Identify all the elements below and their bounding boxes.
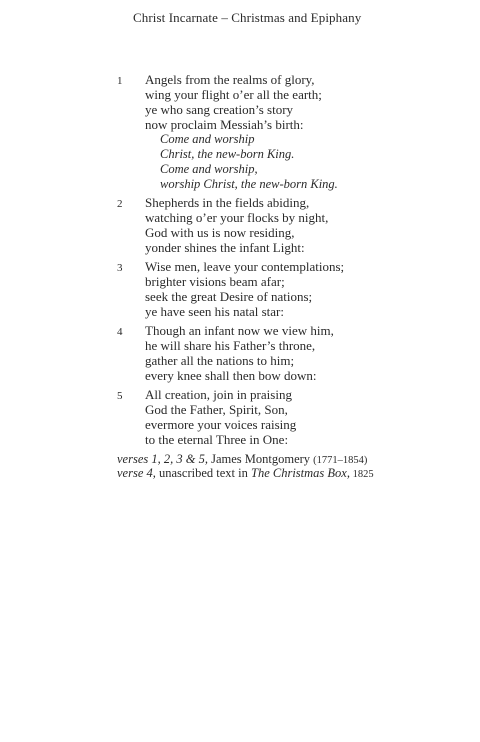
credit-year: 1825 xyxy=(349,469,374,480)
verse-line: to the eternal Three in One: xyxy=(145,432,289,447)
refrain-line: worship Christ, the new-born King. xyxy=(160,177,338,191)
refrain-line: Christ, the new-born King. xyxy=(160,147,295,161)
verse-line: God the Father, Spirit, Son, xyxy=(145,402,288,417)
credit-verses: verses 1, 2, 3 & 5, xyxy=(117,452,208,466)
verse-line: watching o’er your flocks by night, xyxy=(145,210,329,225)
verse-line: yonder shines the infant Light: xyxy=(145,240,305,255)
verse-number: 3 xyxy=(117,262,123,274)
credit-author: James Montgomery xyxy=(207,452,314,466)
verse-line: every knee shall then bow down: xyxy=(145,368,317,383)
refrain-line: Come and worship, xyxy=(160,162,258,176)
credit-line-1 xyxy=(117,452,367,467)
refrain-line: Come and worship xyxy=(160,132,255,146)
verse-line: now proclaim Messiah’s birth: xyxy=(145,117,304,132)
verse-line: Though an infant now we view him, xyxy=(145,323,334,338)
verse-line: ye have seen his natal star: xyxy=(145,304,284,319)
verse-line: wing your flight o’er all the earth; xyxy=(145,87,322,102)
credit-source: The Christmas Box, xyxy=(251,466,350,480)
verse-line: Angels from the realms of glory, xyxy=(145,72,315,87)
verse-line: gather all the nations to him; xyxy=(145,353,295,368)
page-header: Christ Incarnate – Christmas and Epiphany xyxy=(133,10,362,25)
verse-line: seek the great Desire of nations; xyxy=(145,289,313,304)
credit-verse: verse 4, xyxy=(117,466,156,480)
verse-line: Shepherds in the fields abiding, xyxy=(145,195,310,210)
verse-number: 4 xyxy=(117,326,123,338)
credit-line-2 xyxy=(117,466,374,481)
verse-line: ye who sang creation’s story xyxy=(145,102,294,117)
verse-line: All creation, join in praising xyxy=(145,387,292,402)
verse-line: brighter visions beam afar; xyxy=(145,274,285,289)
verse-number: 1 xyxy=(117,75,123,87)
verse-line: God with us is now residing, xyxy=(145,225,295,240)
verse-line: Wise men, leave your contemplations; xyxy=(145,259,345,274)
credit-dates: (1771–1854) xyxy=(313,455,368,466)
credit-text: unascribed text in xyxy=(155,466,251,480)
verse-number: 2 xyxy=(117,198,123,210)
verse-number: 5 xyxy=(117,390,123,402)
verse-line: evermore your voices raising xyxy=(145,417,297,432)
verse-line: he will share his Father’s throne, xyxy=(145,338,316,353)
